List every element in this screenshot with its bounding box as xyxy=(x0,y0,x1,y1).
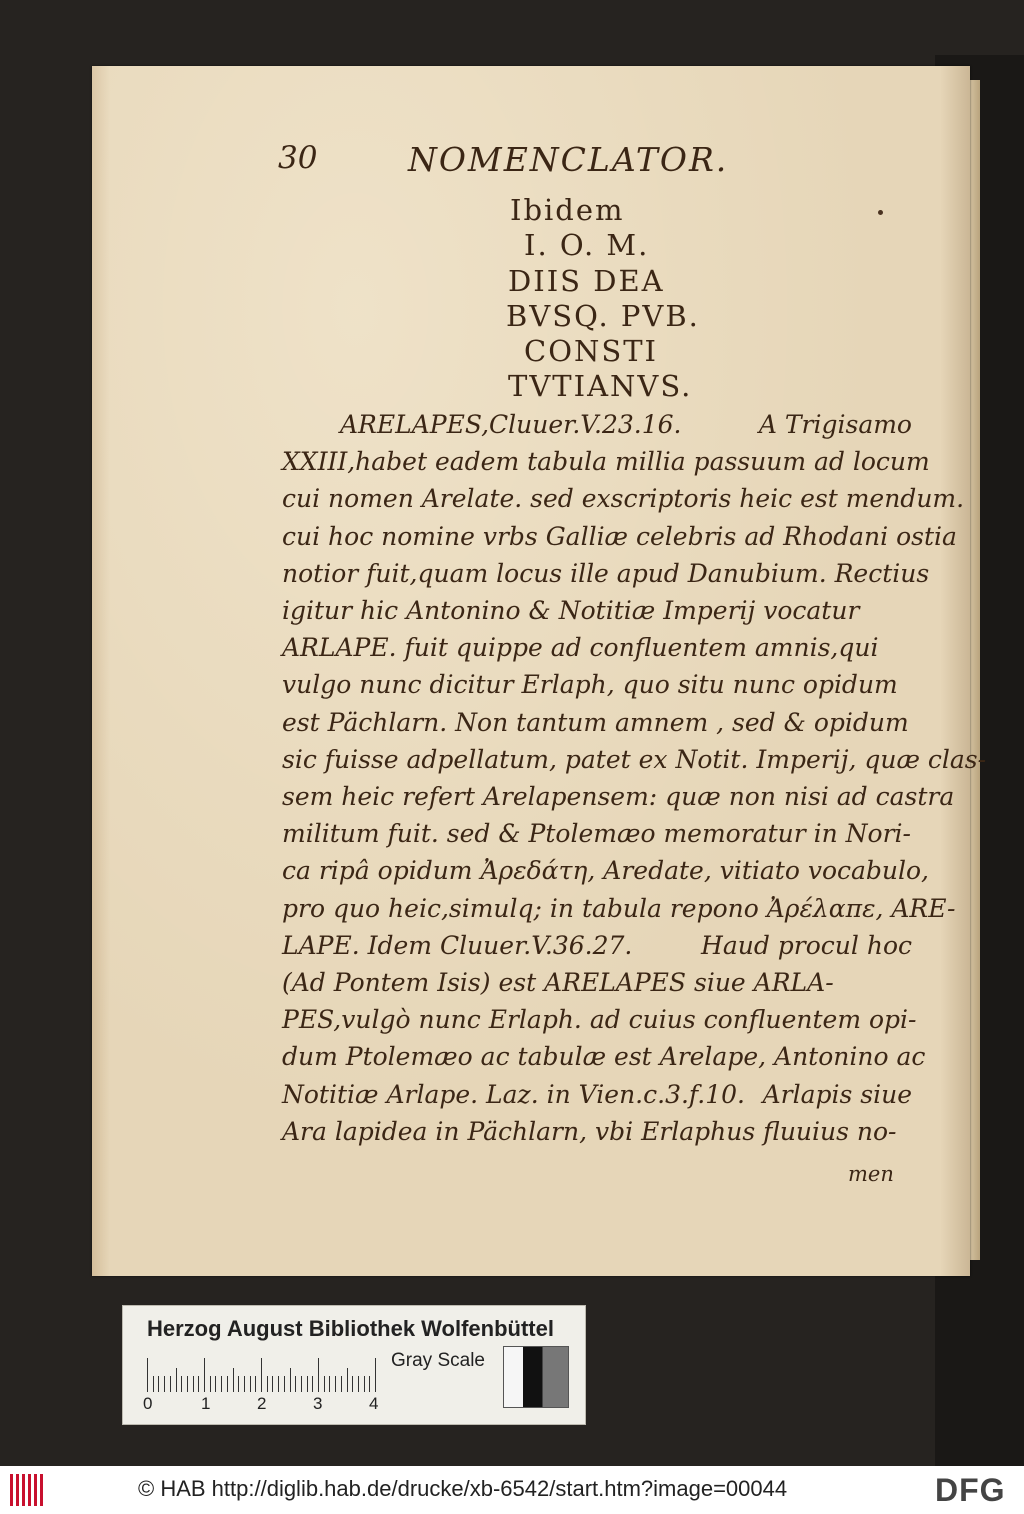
ruler-tick xyxy=(329,1376,330,1392)
inscription-line: TVTIANVS. xyxy=(508,369,693,403)
ruler-tick xyxy=(312,1376,313,1392)
text-line-main: pro quo heic,simulq; in tabula repono Ἀρέλαπε, ARE- xyxy=(282,893,956,923)
ruler-tick xyxy=(335,1376,336,1392)
text-line-tail: Arlapis siue xyxy=(762,1079,912,1109)
text-line xyxy=(282,708,912,746)
text-line-main: cui nomen Arelate. sed exscriptoris heic est mendum. xyxy=(282,484,965,514)
gray-scale-label: Gray Scale xyxy=(391,1350,485,1371)
ruler-tick xyxy=(233,1368,234,1392)
text-line-tail: A Trigisamo xyxy=(758,410,912,439)
ruler-tick xyxy=(244,1376,245,1392)
ruler-number: 2 xyxy=(257,1394,267,1413)
ruler-number: 4 xyxy=(369,1394,379,1413)
text-line-main: cui hoc nomine vrbs Galliæ celebris ad Rhodani ostia xyxy=(282,521,957,551)
ruler-tick xyxy=(176,1368,177,1392)
page-number: 30 xyxy=(278,140,318,176)
text-line-main: notior fuit,quam locus ille apud Danubium. Rectius xyxy=(282,558,930,588)
text-line xyxy=(282,596,912,634)
inscription-line: Ibidem xyxy=(510,193,625,227)
text-line-main: (Ad Pontem Isis) est ARELAPES siue ARLA- xyxy=(282,968,834,997)
ruler-number: 0 xyxy=(143,1394,153,1413)
text-line-main: ca ripâ opidum Ἀρεδάτη, Aredate, vitiato vocabulo, xyxy=(282,856,929,886)
text-line-main: vulgo nunc dicitur Erlaph, quo situ nunc opidum xyxy=(282,670,898,700)
text-line-main: sem heic refert Arelapensem: quæ non nisi ad castra xyxy=(282,782,955,811)
text-line xyxy=(282,819,912,857)
ruler-tick xyxy=(210,1376,211,1392)
inscription-line: DIIS DEA xyxy=(508,264,665,298)
text-line-main: militum fuit. sed & Ptolemæo memoratur in Nori- xyxy=(282,819,911,849)
ruler-tick xyxy=(221,1376,222,1392)
ruler-tick xyxy=(318,1358,319,1392)
text-line xyxy=(282,1005,917,1043)
ruler xyxy=(147,1358,377,1392)
ruler-tick xyxy=(250,1376,251,1392)
ruler-tick xyxy=(341,1376,342,1392)
ruler-tick xyxy=(158,1376,159,1392)
text-line xyxy=(282,1042,926,1080)
gray-scale-swatch xyxy=(503,1346,569,1408)
dfg-logo: DFG xyxy=(935,1472,1006,1508)
ruler-tick xyxy=(164,1376,165,1392)
ruler-tick xyxy=(147,1358,148,1392)
text-line xyxy=(282,1080,912,1118)
text-line-main: Ara lapidea in Pächlarn, vbi Erlaphus fluuius no- xyxy=(282,1116,897,1146)
ruler-tick xyxy=(153,1376,154,1392)
ruler-tick xyxy=(369,1376,370,1392)
ruler-tick xyxy=(278,1376,279,1392)
ruler-tick xyxy=(352,1376,353,1392)
ruler-tick xyxy=(181,1376,182,1392)
text-line-main: sic fuisse adpellatum, patet ex Notit. Imperij, quæ clas- xyxy=(282,744,987,774)
running-head xyxy=(0,140,1024,180)
text-line xyxy=(282,968,912,1006)
text-line xyxy=(282,782,955,820)
ruler-tick xyxy=(375,1358,376,1392)
ruler-tick xyxy=(187,1376,188,1392)
footer-bar xyxy=(0,1466,1024,1514)
ruler-tick xyxy=(324,1376,325,1392)
text-line-main: ARELAPES,Cluuer.V.23.16. xyxy=(340,410,682,439)
text-line-main: XXIII,habet eadem tabula millia passuum ad locum xyxy=(282,447,930,477)
text-line-main: est Pächlarn. Non tantum amnem , sed & opidum xyxy=(282,707,909,737)
text-line xyxy=(282,558,930,597)
ruler-tick xyxy=(290,1368,291,1392)
text-line xyxy=(282,893,956,932)
inscription-line: BVSQ. PVB. xyxy=(506,299,700,333)
text-line xyxy=(282,447,930,485)
ruler-tick xyxy=(284,1376,285,1392)
ruler-tick xyxy=(347,1368,348,1392)
ruler-tick xyxy=(193,1376,194,1392)
text-line-main: dum Ptolemæo ac tabulæ est Arelape, Antonino ac xyxy=(282,1042,926,1072)
ruler-number: 3 xyxy=(313,1394,323,1413)
text-line xyxy=(282,633,912,671)
ruler-tick xyxy=(227,1376,228,1392)
ruler-tick xyxy=(272,1376,273,1392)
text-line xyxy=(282,931,912,969)
text-line-main: igitur hic Antonino & Notitiæ Imperij vocatur xyxy=(282,596,860,625)
text-line xyxy=(282,670,912,708)
inscription-line: CONSTI xyxy=(524,334,659,368)
hab-logo-icon xyxy=(10,1474,46,1506)
ruler-tick xyxy=(261,1358,262,1392)
running-title: NOMENCLATOR. xyxy=(408,140,729,179)
catchword: men xyxy=(848,1162,894,1186)
text-line-main: Notitiæ Arlape. Laz. in Vien.c.3.f.10. xyxy=(282,1079,745,1109)
text-line xyxy=(282,1117,912,1155)
text-line-main: PES,vulgò nunc Erlaph. ad cuius confluentem opi- xyxy=(282,1005,917,1035)
text-line xyxy=(282,484,965,522)
text-line xyxy=(282,744,987,783)
text-line-main: ARLAPE. fuit quippe ad confluentem amnis,qui xyxy=(282,633,879,663)
ruler-tick xyxy=(307,1376,308,1392)
ruler-tick xyxy=(204,1358,205,1392)
text-line-tail: Haud procul hoc xyxy=(701,930,912,960)
text-line xyxy=(282,856,929,894)
text-line xyxy=(282,521,957,560)
inscription-line: I. O. M. xyxy=(524,228,650,262)
ruler-tick xyxy=(295,1376,296,1392)
ruler-tick xyxy=(358,1376,359,1392)
ruler-tick xyxy=(238,1376,239,1392)
ruler-number: 1 xyxy=(201,1394,211,1413)
library-name: Herzog August Bibliothek Wolfenbüttel xyxy=(147,1316,554,1341)
ruler-tick xyxy=(170,1376,171,1392)
ruler-tick xyxy=(215,1376,216,1392)
ink-dot xyxy=(878,210,883,215)
text-line-main: LAPE. Idem Cluuer.V.36.27. xyxy=(282,930,633,960)
color-bar xyxy=(122,1305,586,1425)
ruler-tick xyxy=(301,1376,302,1392)
ruler-tick xyxy=(364,1376,365,1392)
text-line xyxy=(340,410,912,448)
footer-copyright-link[interactable]: © HAB http://diglib.hab.de/drucke/xb-6542/start.htm?image=00044 xyxy=(138,1476,788,1501)
ruler-tick xyxy=(198,1376,199,1392)
ruler-tick xyxy=(255,1376,256,1392)
ruler-tick xyxy=(267,1376,268,1392)
